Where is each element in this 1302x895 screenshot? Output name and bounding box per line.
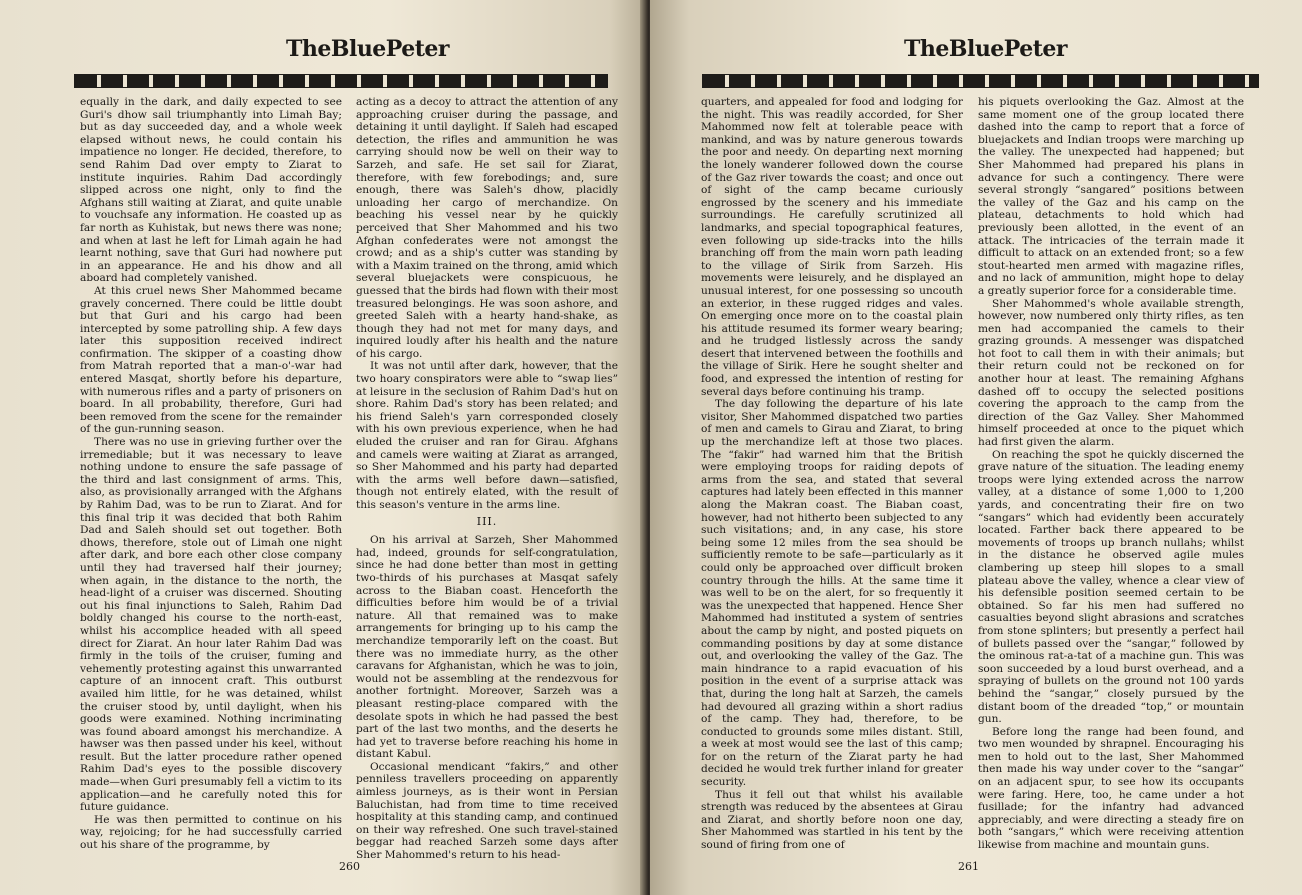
- masthead-left: TheBluePeter: [286, 36, 450, 62]
- right-column-1: [701, 96, 963, 852]
- paragraph: On reaching the spot he quickly discerned the grave nature of the situation. The leading enemy troops were lying extended across the narrow valley, at a distance of some 1,000 to 1,200 yards, and concentrating their fire on two “sangars” which had evidently been accurately located. Farther back there appeared to be movements of troops up branch nullahs; whilst in the distance he observed agile mules clambering up steep hill slopes to a small plateau above the valley, whence a clear view of his defensible position seemed certain to be obtained. So far his men had suffered no casualties beyond slight abrasions and scratches from stone splinters; but presently a perfect hail of bullets passed over the “sangar,” followed by the ominous rat-a-tat of a machine gun. This was soon succeeded by a loud burst overhead, and a spraying of bullets on the ground not 100 yards behind the “sangar,” closely pursued by the distant boom of the dreaded “top,” or mountain gun.: [978, 448, 1244, 726]
- right-page: [650, 0, 1302, 895]
- page-number-left: 260: [339, 860, 360, 873]
- paragraph: acting as a decoy to attract the attention of any approaching cruiser during the passage, and detaining it until daylight. If Saleh had escaped detection, the rifles and ammunition he was carrying should now be well on their way to Sarzeh, and safe. He set sail for Ziarat, therefore, with few forebodings; and, sure enough, there was Saleh's dhow, placidly unloading her cargo of merchandize. On beaching his vessel near by he quickly perceived that Sher Mahommed and his two Afghan confederates were not amongst the crowd; and as a ship's cutter was standing by with a Maxim trained on the throng, amid which several bluejackets were conspicuous, he guessed that the birds had flown with their most treasured belongings. He was soon ashore, and greeted Saleh with a hearty hand-shake, as though they had not met for many days, and inquired loudly after his health and the nature of his cargo.: [356, 96, 618, 360]
- paragraph: He was then permitted to continue on his way, rejoicing; for he had successfully carried out his share of the programme, by: [80, 813, 342, 852]
- page-number-right: 261: [958, 860, 979, 873]
- paragraph: There was no use in grieving further over the irremediable; but it was necessary to leave nothing undone to ensure the safe passage of the third and last consignment of arms. This, also, as provisionally arranged with the Afghans by Rahim Dad, was to be run to Ziarat. And for this final trip it was decided that both Rahim Dad and Saleh should set out together. Both dhows, therefore, stole out of Limah one night after dark, and bore each other close company until they had traversed half their journey; when again, in the distance to the north, the head-light of a cruiser was discerned. Shouting out his final injunctions to Saleh, Rahim Dad boldly changed his course to the north-east, whilst his accomplice headed with all speed direct for Ziarat. An hour later Rahim Dad was firmly in the toils of the cruiser, fuming and vehemently protesting against this unwarranted capture of an innocent craft. This outburst availed him little, for he was detained, whilst the cruiser stood by, until daylight, when his goods were examined. Nothing incriminating was found aboard amongst his merchandize. A hawser was then passed under his keel, without result. But the latter procedure rather opened Rahim Dad's eyes to the possible discovery made—when Guri presumably fell a victim to its application—and he carefully noted this for future guidance.: [80, 436, 342, 814]
- paragraph: Occasional mendicant “fakirs,” and other penniless travellers proceeding on apparently aimless journeys, as is their wont in Persian Baluchistan, had from time to time received hospitality at this standing camp, and continued on their way refreshed. One such travel-stained beggar had reached Sarzeh some days after Sher Mahommed's return to his head-: [356, 760, 618, 862]
- paragraph: On his arrival at Sarzeh, Sher Mahommed had, indeed, grounds for self-congratulation, since he had done better than most in getting two-thirds of his purchases at Masqat safely across to the Biaban coast. Henceforth the difficulties before him would be of a trivial nature. All that remained was to make arrangements for bringing up to his camp the merchandize temporarily left on the coast. But there was no immediate hurry, as the other caravans for Afghanistan, which he was to join, would not be assembling at the rendezvous for another fortnight. Moreover, Sarzeh was a pleasant resting-place compared with the desolate spots in which he had passed the best part of the last two months, and the deserts he had yet to traverse before reaching his home in distant Kabul.: [356, 534, 618, 761]
- masthead-right: TheBluePeter: [904, 36, 1068, 62]
- left-page: [0, 0, 648, 895]
- paragraph: Sher Mahommed's whole available strength, however, now numbered only thirty rifles, as ten men had accompanied the camels to their grazing grounds. A messenger was dispatched hot foot to call them in with their animals; but their return could not be reckoned on for another hour at least. The remaining Afghans dashed off to occupy the selected positions covering the approach to the camp from the direction of the Gaz Valley. Sher Mahommed himself proceeded at once to the piquet which had first given the alarm.: [978, 297, 1244, 449]
- paragraph: quarters, and appealed for food and lodging for the night. This was readily accorded, for Sher Mahommed now felt at tolerable peace with mankind, and was by nature generous towards the poor and needy. On departing next morning the lonely wanderer followed down the course of the Gaz river towards the coast; and once out of sight of the camp became curiously engrossed by the scenery and his immediate surroundings. He carefully scrutinized all landmarks, and special topographical features, even following up side-tracks into the hills branching off from the main worn path leading to the village of Sirik from Sarzeh. His movements were leisurely, and he displayed an unusual interest, for one possessing so uncouth an exterior, in these rugged ridges and vales. On emerging once more on to the coastal plain his attitude resumed its former weary bearing; and he trudged listlessly across the sandy desert that intervened between the foothills and the village of Sirik. Here he sought shelter and food, and expressed the intention of resting for several days before continuing his tramp.: [701, 96, 963, 398]
- decorative-rule-left: [74, 74, 608, 88]
- paragraph: Before long the range had been found, and two men wounded by shrapnel. Encouraging his men to hold out to the last, Sher Mahommed then made his way under cover to the “sangar” on an adjacent spur, to see how its occupants were faring. Here, too, he came under a hot fusillade; for the infantry had advanced appreciably, and were directing a steady fire on both “sangars,” which were receiving attention likewise from machine and mountain guns.: [978, 725, 1244, 852]
- section-heading: III.: [476, 514, 498, 528]
- paragraph: The day following the departure of his late visitor, Sher Mahommed dispatched two parties of men and camels to Girau and Ziarat, to bring up the merchandize left at those two places. The “fakir” had warned him that the British were employing troops for raiding depots of arms from the sea, and stated that several captures had lately been effected in this manner along the Makran coast. The Biaban coast, however, had not hitherto been subjected to any such visitations; and, in any case, his store being some 12 miles from the sea should be sufficiently remote to be safe—particularly as it could only be approached over difficult broken country through the hills. At the same time it was well to be on the alert, for so frequently it was the unexpected that happened. Hence Sher Mahommed had instituted a system of sentries about the camp by night, and posted piquets on commanding positions by day at some distance out, and overlooking the valley of the Gaz. The main hindrance to a rapid evacuation of his position in the event of a surprise attack was that, during the long halt at Sarzeh, the camels had devoured all grazing within a short radius of the camp. They had, therefore, to be conducted to grounds some miles distant. Still, a week at most would see the last of this camp; for on the return of the Ziarat party he had decided he would trek further inland for greater security.: [701, 398, 963, 789]
- right-column-2: [978, 96, 1244, 852]
- paragraph: his piquets overlooking the Gaz. Almost at the same moment one of the group located there dashed into the camp to report that a force of bluejackets and Indian troops were marching up the valley. The unexpected had happened; but Sher Mahommed had prepared his plans in advance for such a contingency. There were several strongly “sangared” positions between the valley of the Gaz and his camp on the plateau, detachments to hold which had previously been allotted, in the event of an attack. The intricacies of the terrain made it difficult to attack on an extended front; so a few stout-hearted men armed with magazine rifles, and no lack of ammunition, might hope to delay a greatly superior force for a considerable time.: [978, 96, 1244, 297]
- left-column-1: [80, 96, 342, 852]
- paragraph: It was not until after dark, however, that the two hoary conspirators were able to “swap lies” at leisure in the seclusion of Rahim Dad's hut on shore. Rahim Dad's story has been related; and his friend Saleh's yarn corresponded closely with his own previous experience, when he had eluded the cruiser and ran for Girau. Afghans and camels were waiting at Ziarat as arranged, so Sher Mahommed and his party had departed with the arms well before dawn—satisfied, though not entirely elated, with the result of this season's venture in the arms line.: [356, 360, 618, 511]
- paragraph: At this cruel news Sher Mahommed became gravely concerned. There could be little doubt but that Guri and his cargo had been intercepted by some patrolling ship. A few days later this supposition received indirect confirmation. The skipper of a coasting dhow from Matrah reported that a man-o'-war had entered Masqat, shortly before his departure, with numerous rifles and a party of prisoners on board. In all probability, therefore, Guri had been removed from the scene for the remainder of the gun-running season.: [80, 284, 342, 436]
- decorative-rule-right: [702, 74, 1259, 88]
- paragraph: Thus it fell out that whilst his available strength was reduced by the absentees at Girau and Ziarat, and shortly before noon one day, Sher Mahommed was startled in his tent by the sound of firing from one of: [701, 788, 963, 852]
- paragraph: equally in the dark, and daily expected to see Guri's dhow sail triumphantly into Limah Bay; but as day succeeded day, and a whole week elapsed without news, he could contain his impatience no longer. He decided, therefore, to send Rahim Dad over empty to Ziarat to institute inquiries. Rahim Dad accordingly slipped across one night, only to find the Afghans still waiting at Ziarat, and quite unable to vouchsafe any information. He coasted up as far north as Kuhistak, but news there was none; and when at last he left for Limah again he had learnt nothing, save that Guri had nowhere put in an appearance. He and his dhow and all aboard had completely vanished.: [80, 96, 342, 285]
- left-column-2: [356, 96, 618, 862]
